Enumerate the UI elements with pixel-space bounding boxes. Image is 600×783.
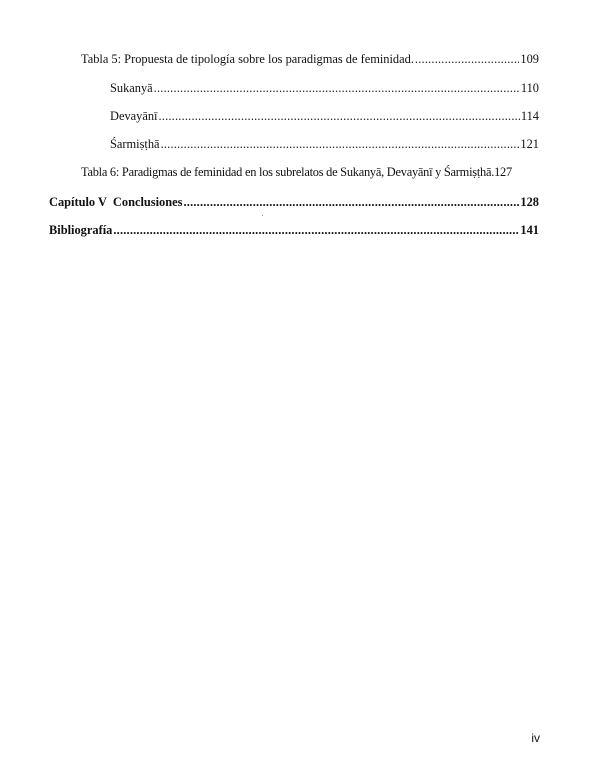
dot-leader: [183, 194, 519, 210]
dot-leader: [113, 222, 519, 238]
toc-entry-page: 128: [520, 195, 539, 209]
toc-entry-page: 109: [520, 52, 539, 66]
dot-leader: [154, 80, 520, 96]
toc-entry-page: 141: [520, 223, 539, 237]
toc-entry-label: Tabla 6: Paradigmas de feminidad en los subrelatos de Sukanyā, Devayānī y Śarmiṣṭhā.: [81, 165, 495, 179]
page-number: iv: [531, 731, 540, 745]
toc-entry-page: 114: [520, 109, 539, 123]
toc-entry-label: Devayānī: [110, 109, 158, 123]
dot-leader: [161, 136, 520, 152]
toc-entry-bibliografia[interactable]: [49, 222, 539, 238]
toc-entry-label: Sukanyā: [110, 81, 153, 95]
toc-entry-label: Bibliografía: [49, 223, 113, 237]
toc-entry-label: Śarmiṣṭhā: [110, 137, 160, 151]
toc-entry-tabla-5[interactable]: [81, 51, 539, 67]
toc-entry-label: Tabla 5: Propuesta de tipología sobre los paradigmas de feminidad.: [81, 52, 414, 66]
toc-entry-page: 127: [494, 165, 512, 179]
toc-entry-page: 110: [520, 81, 539, 95]
dot-leader: [158, 108, 519, 124]
toc-entry-capitulo-v[interactable]: [49, 194, 539, 210]
toc-entry-page: 121: [520, 137, 539, 151]
toc-entry-label: Capítulo V Conclusiones: [49, 195, 183, 209]
scan-speck: [262, 215, 263, 216]
toc-entry-tabla-6[interactable]: [81, 164, 539, 180]
toc-entry-devayani[interactable]: [110, 108, 539, 124]
toc-entry-sarmistha[interactable]: [110, 136, 539, 152]
toc-entry-sukanya[interactable]: [110, 80, 539, 96]
dot-leader: [415, 51, 519, 67]
